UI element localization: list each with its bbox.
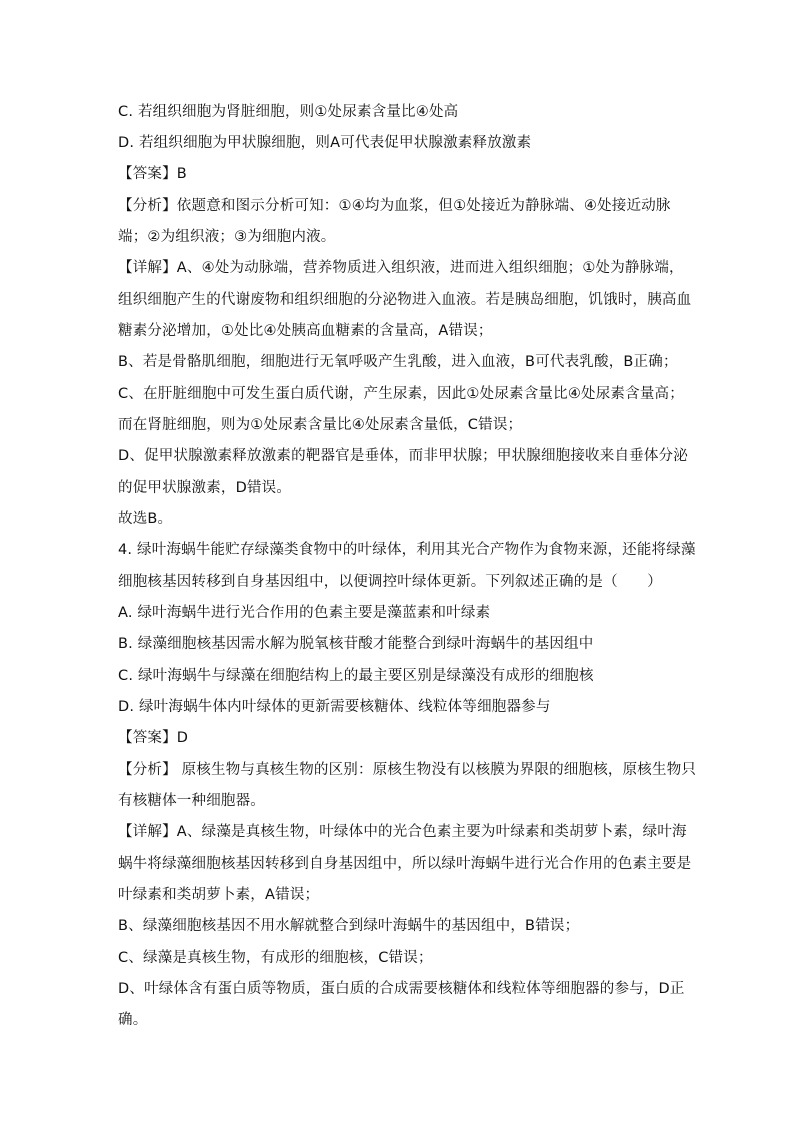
analysis-line: 【分析】依题意和图示分析可知：①④均为血浆，但①处接近为静脉端、④处接近动脉 [118, 198, 671, 214]
explanation-line: 的促甲状腺激素，D错误。 [118, 480, 292, 496]
explanation-line: D、促甲状腺激素释放激素的靶器官是垂体，而非甲状腺；甲状腺细胞接收来自垂体分泌 [118, 448, 688, 464]
explanation-line: 【详解】A、④处为动脉端，营养物质进入组织液，进而进入组织细胞；①处为静脉端， [118, 260, 684, 276]
explanation-line: 确。 [118, 1012, 148, 1028]
explanation-line: 【详解】A、绿藻是真核生物，叶绿体中的光合色素主要为叶绿素和类胡萝卜素，绿叶海 [118, 824, 687, 840]
option-c-line: C. 若组织细胞为肾脏细胞，则①处尿素含量比④处高 [118, 104, 459, 120]
explanation-line: C、在肝脏细胞中可发生蛋白质代谢，产生尿素，因此①处尿素含量比④处尿素含量高； [118, 386, 684, 402]
question-line: 4. 绿叶海蜗牛能贮存绿藻类食物中的叶绿体，利用其光合产物作为食物来源，还能将绿藻 [118, 542, 696, 558]
explanation-line: C、绿藻是真核生物，有成形的细胞核，C错误； [118, 950, 433, 966]
analysis-line: 端；②为组织液；③为细胞内液。 [118, 229, 336, 245]
explanation-line: 而在肾脏细胞，则为①处尿素含量比④处尿素含量低，C错误； [118, 417, 523, 433]
explanation-line: D、叶绿体含有蛋白质等物质，蛋白质的合成需要核糖体和线粒体等细胞器的参与，D正 [118, 981, 685, 997]
analysis-line: 有核糖体一种细胞器。 [118, 793, 265, 809]
explanation-line: B、绿藻细胞核基因不用水解就整合到绿叶海蜗牛的基因组中，B错误； [118, 918, 580, 934]
analysis-line: 【分析】 原核生物与真核生物的区别：原核生物没有以核膜为界限的细胞核，原核生物只 [118, 762, 697, 778]
option-d-line: D. 若组织细胞为甲状腺细胞，则A可代表促甲状腺激素释放激素 [118, 135, 532, 151]
question-line: 细胞核基因转移到自身基因组中，以便调控叶绿体更新。下列叙述正确的是（ ） [118, 574, 662, 590]
explanation-line: 糖素分泌增加，①处比④处胰高血糖素的含量高，A错误； [118, 323, 493, 339]
explanation-line: 叶绿素和类胡萝卜素，A错误； [118, 887, 320, 903]
answer-line: 【答案】D [118, 730, 189, 746]
option-d-line: D. 绿叶海蜗牛体内叶绿体的更新需要核糖体、线粒体等细胞器参与 [118, 699, 551, 715]
explanation-line: 组织细胞产生的代谢废物和组织细胞的分泌物进入血液。若是胰岛细胞，饥饿时，胰高血 [118, 292, 692, 308]
explanation-line: B、若是骨骼肌细胞，细胞进行无氧呼吸产生乳酸，进入血液，B可代表乳酸，B正确； [118, 354, 678, 370]
choice-line: 故选B。 [118, 511, 173, 527]
option-a-line: A. 绿叶海蜗牛进行光合作用的色素主要是藻蓝素和叶绿素 [118, 605, 491, 621]
option-b-line: B. 绿藻细胞核基因需水解为脱氧核苷酸才能整合到绿叶海蜗牛的基因组中 [118, 636, 594, 652]
answer-line: 【答案】B [118, 166, 187, 182]
option-c-line: C. 绿叶海蜗牛与绿藻在细胞结构上的最主要区别是绿藻没有成形的细胞核 [118, 668, 594, 684]
explanation-line: 蜗牛将绿藻细胞核基因转移到自身基因组中，所以绿叶海蜗牛进行光合作用的色素主要是 [118, 856, 692, 872]
